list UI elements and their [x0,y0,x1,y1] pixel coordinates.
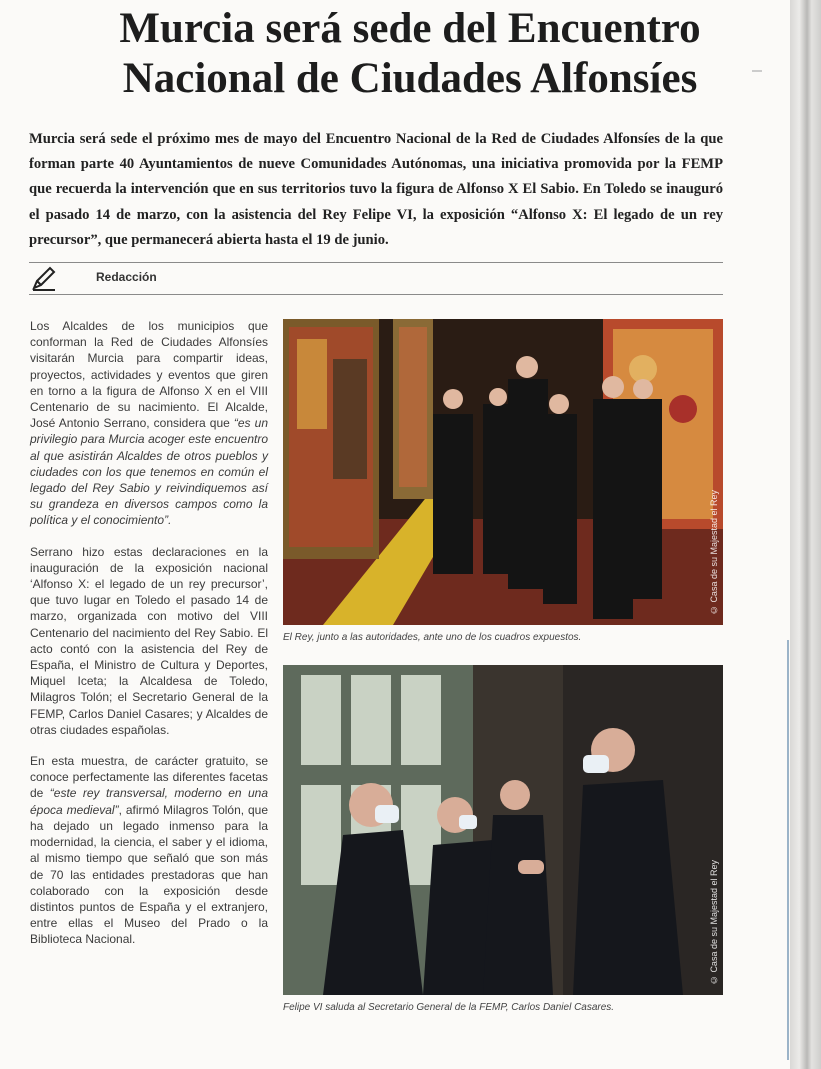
byline-author: Redacción [96,270,157,284]
photo-2-credit: © Casa de su Majestad el Rey [709,859,719,985]
adjacent-page-edge [790,0,821,1069]
body-paragraph-3-text-b: , afirmó Milagros Tolón, que ha dejado un legado inmenso para la modernidad, la ciencia, el saber y el idioma, al mismo tiempo que señaló que son más de 70 las entidades prestadoras que han colaborado con la exposición desde distintos puntos de España y el extranjero, entre ellas el Museo del Prado o la Biblioteca Nacional. [30,802,268,947]
article-headline [60,4,760,104]
headline-line-2: Nacional de Ciudades Alfonsíes [122,55,698,102]
byline-top-rule [29,262,723,263]
article-lead: Murcia será sede el próximo mes de mayo del Encuentro Nacional de la Red de Ciudades Alfonsíes de la que forman parte 40 Ayuntamientos de nueve Comunidades Autónomas, una iniciativa promovida por la FEMP que recuerda la intervención que en sus territorios tuvo la figura de Alfonso X El Sabio. En Toledo se inauguró el pasado 14 de marzo, con la asistencia del Rey Felipe VI, la exposición “Alfonso X: El legado de un rey precursor”, que permanecerá abierta hasta el 19 de junio. [29,131,723,248]
photo-king-with-authorities [283,319,723,625]
byline-bottom-rule [29,294,723,295]
photo-1-credit: © Casa de su Majestad el Rey [709,489,719,615]
body-paragraph-2: Serrano hizo estas declaraciones en la inauguración de la exposición nacional ‘Alfonso X: el legado de un rey precursor’, que tuvo lugar en Toledo el pasado 14 de marzo, organizada con motivo del VIII Centenario del nacimiento del Rey Sabio. El acto contó con la asistencia del Rey de España, el Ministro de Cultura y Deportes, Miquel Iceta; la Alcaldesa de Toledo, Milagros Tolón; el Secretario General de la FEMP, Carlos Daniel Casares; y Alcaldes de otras ciudades españolas. [30,544,268,737]
headline-line-1: Murcia será sede del Encuentro [119,5,701,52]
photo-king-greets-casares [283,665,723,995]
margin-mark [752,70,762,72]
photo-2-image [283,665,723,995]
page-side-line [787,640,789,1060]
pencil-icon [30,264,58,292]
body-paragraph-1-text: Los Alcaldes de los municipios que conforman la Red de Ciudades Alfonsíes visitarán Murcia para compartir ideas, proyectos, actividades y eventos que giren en torno a la figura de Alfonso X en el VIII Centenario de su nacimiento. El Alcalde, José Antonio Serrano, considera que [30,319,268,431]
photo-1-caption: El Rey, junto a las autoridades, ante uno de los cuadros expuestos. [283,632,582,643]
body-paragraph-3-quote: “este rey transversal, moderno en una época medieval” [30,786,268,817]
body-paragraph-1-quote: “es un privilegio para Murcia acoger este encuentro al que asistirán Alcaldes de otros pueblos y ciudades con los que tenemos en común el legado del Rey Sabio y reivindiquemos así su grandeza en diversos campos como la política y el conocimiento”. [30,416,268,528]
photo-1-image [283,319,723,625]
body-paragraph-3 [30,753,268,947]
photo-2-caption: Felipe VI saluda al Secretario General de la FEMP, Carlos Daniel Casares. [283,1002,615,1013]
body-paragraph-1 [30,318,268,529]
article-body [30,318,268,963]
body-paragraph-3-text-a: En esta muestra, de carácter gratuito, se conoce perfectamente las diferentes facetas de [30,754,268,801]
